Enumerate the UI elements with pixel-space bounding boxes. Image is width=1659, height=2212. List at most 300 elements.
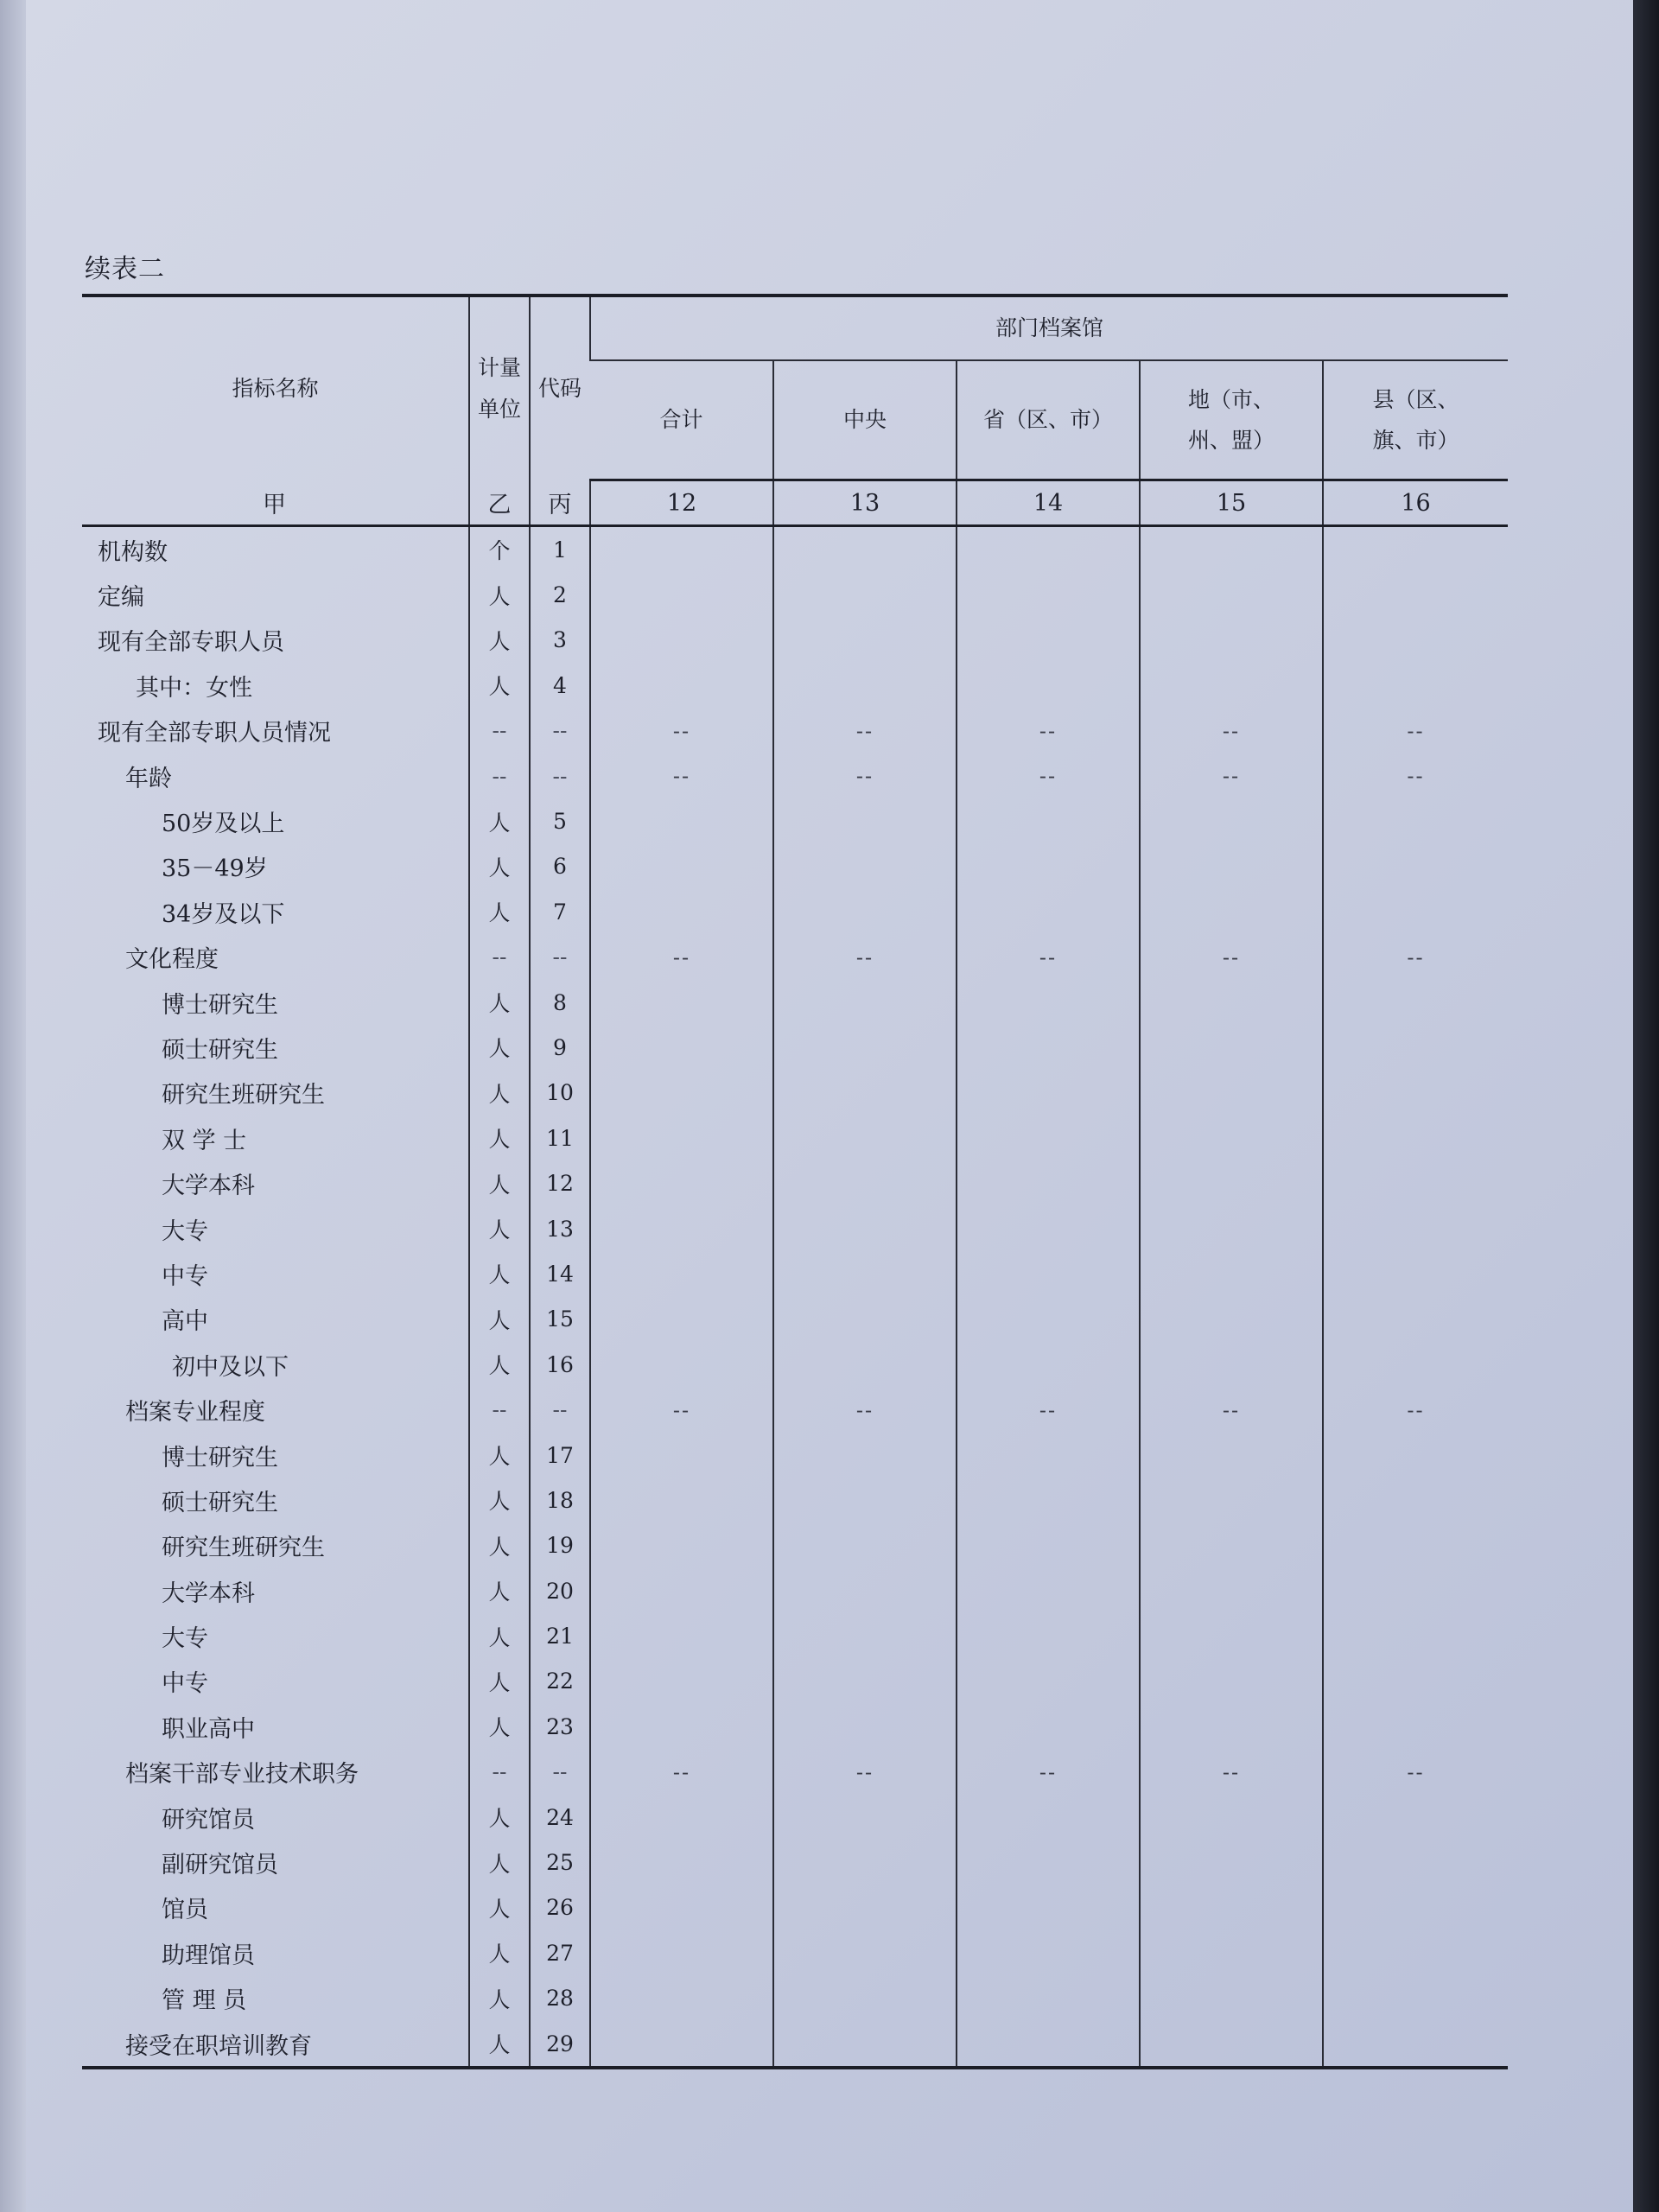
- header-column-line: 合计: [659, 407, 703, 433]
- code-cell: 3: [530, 618, 590, 663]
- indicator-name: 博士研究生: [162, 991, 278, 1019]
- unit-cell: --: [469, 1387, 530, 1432]
- header-column-line: 州、盟）: [1187, 428, 1274, 453]
- value-cell-empty: [1140, 844, 1323, 889]
- value-cell-empty: [773, 618, 957, 663]
- value-cell-empty: [957, 1795, 1140, 1840]
- page-edge-left: [0, 0, 26, 2212]
- code-cell: 25: [530, 1840, 590, 1885]
- value-cell-empty: [1140, 1659, 1323, 1704]
- value-cell-empty: [1323, 1976, 1508, 2021]
- value-cell-empty: [1323, 1071, 1508, 1116]
- header-indicator-name: 指标名称: [232, 376, 319, 401]
- value-cell-empty: [590, 1071, 773, 1116]
- value-cell-empty: [957, 572, 1140, 617]
- value-cell-empty: [1140, 1885, 1323, 1930]
- label-unit: 乙: [469, 480, 530, 526]
- value-cell-empty: [1323, 980, 1508, 1025]
- label-column-number: 13: [773, 480, 957, 526]
- value-cell-empty: [957, 1523, 1140, 1568]
- table-row: [82, 935, 1508, 980]
- value-cell-empty: [957, 1342, 1140, 1387]
- header-column-1: [590, 360, 773, 480]
- table-row: [82, 1206, 1508, 1251]
- value-cell-dash: --: [1140, 1387, 1323, 1432]
- value-cell-empty: [1323, 1704, 1508, 1749]
- unit-cell: 人: [469, 1613, 530, 1658]
- header-code: 代码: [530, 296, 590, 480]
- code-cell: 8: [530, 980, 590, 1025]
- value-cell-empty: [773, 663, 957, 708]
- header-column-line: 旗、市）: [1372, 428, 1459, 453]
- indicator-name: 大专: [162, 1625, 208, 1653]
- value-cell-empty: [1140, 1071, 1323, 1116]
- code-cell: 7: [530, 889, 590, 934]
- indicator-name: 初中及以下: [172, 1353, 289, 1381]
- table-row: [82, 1568, 1508, 1613]
- value-cell-empty: [1323, 1659, 1508, 1704]
- value-cell-empty: [590, 663, 773, 708]
- page-edge-right: [1633, 0, 1659, 2212]
- value-cell-dash: --: [1323, 753, 1508, 798]
- value-cell-empty: [773, 526, 957, 573]
- indicator-name: 大专: [162, 1217, 208, 1245]
- header-column-line: 县（区、: [1372, 386, 1459, 412]
- code-cell: 2: [530, 572, 590, 617]
- value-cell-empty: [590, 1704, 773, 1749]
- value-cell-empty: [1323, 1568, 1508, 1613]
- value-cell-dash: --: [773, 709, 957, 753]
- table-row: [82, 1885, 1508, 1930]
- code-cell: 4: [530, 663, 590, 708]
- value-cell-empty: [1140, 1297, 1323, 1342]
- value-cell-empty: [1323, 889, 1508, 934]
- table-row: [82, 1478, 1508, 1522]
- indicator-name: 研究生班研究生: [162, 1535, 325, 1562]
- value-cell-empty: [957, 889, 1140, 934]
- value-cell-empty: [1323, 1433, 1508, 1478]
- value-cell-empty: [590, 1840, 773, 1885]
- indicator-name: 中专: [162, 1262, 208, 1290]
- value-cell-empty: [773, 2021, 957, 2068]
- unit-cell: 人: [469, 663, 530, 708]
- value-cell-empty: [1140, 1478, 1323, 1522]
- table-row: [82, 1930, 1508, 1975]
- value-cell-empty: [773, 1930, 957, 1975]
- value-cell-empty: [590, 1206, 773, 1251]
- value-cell-dash: --: [957, 935, 1140, 980]
- value-cell-empty: [773, 980, 957, 1025]
- indicator-name: 副研究馆员: [162, 1852, 278, 1879]
- value-cell-dash: --: [957, 1387, 1140, 1432]
- value-cell-empty: [1140, 798, 1323, 843]
- table-row: [82, 1297, 1508, 1342]
- value-cell-empty: [957, 1930, 1140, 1975]
- indicator-name: 高中: [162, 1308, 208, 1336]
- value-cell-empty: [1140, 889, 1323, 934]
- value-cell-dash: --: [1323, 709, 1508, 753]
- value-cell-empty: [1323, 2021, 1508, 2068]
- unit-cell: 个: [469, 526, 530, 573]
- value-cell-empty: [1323, 1795, 1508, 1840]
- code-cell: 28: [530, 1976, 590, 2021]
- unit-cell: 人: [469, 1342, 530, 1387]
- value-cell-empty: [957, 1297, 1140, 1342]
- value-cell-dash: --: [1140, 935, 1323, 980]
- unit-cell: 人: [469, 2021, 530, 2068]
- value-cell-empty: [773, 1795, 957, 1840]
- value-cell-empty: [1323, 572, 1508, 617]
- value-cell-empty: [957, 1840, 1140, 1885]
- unit-cell: 人: [469, 1116, 530, 1160]
- value-cell-empty: [1323, 1025, 1508, 1070]
- indicator-name: 研究生班研究生: [162, 1082, 325, 1109]
- value-cell-empty: [1140, 1613, 1323, 1658]
- unit-cell: 人: [469, 1523, 530, 1568]
- table-row: [82, 798, 1508, 843]
- indicator-name: 大学本科: [162, 1580, 255, 1607]
- label-column-number: 15: [1140, 480, 1323, 526]
- value-cell-empty: [590, 1297, 773, 1342]
- value-cell-empty: [590, 798, 773, 843]
- value-cell-empty: [1140, 1976, 1323, 2021]
- value-cell-empty: [773, 1160, 957, 1205]
- unit-cell: 人: [469, 1704, 530, 1749]
- table-row: [82, 1795, 1508, 1840]
- value-cell-empty: [773, 1659, 957, 1704]
- value-cell-empty: [957, 1160, 1140, 1205]
- indicator-name: 博士研究生: [162, 1444, 278, 1471]
- code-cell: --: [530, 1750, 590, 1795]
- value-cell-empty: [590, 526, 773, 573]
- unit-cell: 人: [469, 572, 530, 617]
- value-cell-empty: [773, 1613, 957, 1658]
- value-cell-empty: [590, 1251, 773, 1296]
- indicator-name: 34岁及以下: [162, 900, 285, 928]
- value-cell-dash: --: [1323, 935, 1508, 980]
- header-unit: 计量单位: [469, 296, 530, 480]
- value-cell-empty: [1140, 1206, 1323, 1251]
- value-cell-empty: [957, 1613, 1140, 1658]
- value-cell-empty: [1323, 1523, 1508, 1568]
- indicator-name: 双 学 士: [162, 1127, 247, 1154]
- value-cell-empty: [957, 1885, 1140, 1930]
- value-cell-empty: [773, 572, 957, 617]
- unit-cell: 人: [469, 1071, 530, 1116]
- table-row: [82, 980, 1508, 1025]
- value-cell-empty: [773, 1523, 957, 1568]
- table-row: [82, 618, 1508, 663]
- indicator-name: 中专: [162, 1670, 208, 1698]
- indicator-name: 其中：女性: [136, 674, 252, 702]
- unit-cell: 人: [469, 1568, 530, 1613]
- value-cell-empty: [1140, 526, 1323, 573]
- value-cell-empty: [957, 1478, 1140, 1522]
- value-cell-empty: [957, 1433, 1140, 1478]
- value-cell-dash: --: [957, 709, 1140, 753]
- unit-cell: 人: [469, 1160, 530, 1205]
- value-cell-empty: [1140, 980, 1323, 1025]
- value-cell-empty: [957, 1025, 1140, 1070]
- value-cell-dash: --: [1323, 1750, 1508, 1795]
- value-cell-empty: [773, 1885, 957, 1930]
- code-cell: 14: [530, 1251, 590, 1296]
- value-cell-empty: [957, 1976, 1140, 2021]
- value-cell-empty: [1323, 1342, 1508, 1387]
- code-cell: 19: [530, 1523, 590, 1568]
- value-cell-empty: [1323, 1297, 1508, 1342]
- value-cell-empty: [1140, 1704, 1323, 1749]
- value-cell-empty: [1323, 1251, 1508, 1296]
- label-column-number: 12: [590, 480, 773, 526]
- table-row: [82, 844, 1508, 889]
- value-cell-empty: [590, 1433, 773, 1478]
- code-cell: 11: [530, 1116, 590, 1160]
- value-cell-empty: [957, 1251, 1140, 1296]
- table-title: 续表二: [85, 254, 165, 284]
- unit-cell: --: [469, 753, 530, 798]
- value-cell-empty: [957, 980, 1140, 1025]
- value-cell-empty: [590, 1613, 773, 1658]
- statistics-sheet: [82, 294, 1508, 2108]
- label-code: 丙: [530, 480, 590, 526]
- label-name: 甲: [82, 480, 469, 526]
- header-column-5: [1323, 360, 1508, 480]
- code-cell: --: [530, 935, 590, 980]
- value-cell-empty: [1323, 1160, 1508, 1205]
- table-row: [82, 709, 1508, 753]
- code-cell: 16: [530, 1342, 590, 1387]
- indicator-name: 现有全部专职人员情况: [98, 720, 331, 747]
- unit-cell: 人: [469, 1025, 530, 1070]
- unit-cell: 人: [469, 1433, 530, 1478]
- value-cell-empty: [957, 618, 1140, 663]
- table-row: [82, 1704, 1508, 1749]
- unit-cell: 人: [469, 1840, 530, 1885]
- value-cell-empty: [1323, 1206, 1508, 1251]
- unit-cell: 人: [469, 1659, 530, 1704]
- value-cell-dash: --: [957, 1750, 1140, 1795]
- value-cell-empty: [590, 1930, 773, 1975]
- value-cell-empty: [1323, 663, 1508, 708]
- value-cell-empty: [957, 1071, 1140, 1116]
- value-cell-empty: [1140, 663, 1323, 708]
- value-cell-empty: [1323, 1885, 1508, 1930]
- unit-cell: 人: [469, 1478, 530, 1522]
- indicator-name: 硕士研究生: [162, 1489, 278, 1516]
- unit-cell: --: [469, 709, 530, 753]
- value-cell-empty: [590, 1478, 773, 1522]
- value-cell-dash: --: [957, 753, 1140, 798]
- indicator-name: 助理馆员: [162, 1942, 255, 1969]
- table-row: [82, 1116, 1508, 1160]
- value-cell-empty: [1140, 1025, 1323, 1070]
- value-cell-empty: [1323, 618, 1508, 663]
- value-cell-empty: [773, 1704, 957, 1749]
- indicator-name: 管 理 员: [162, 1987, 247, 2015]
- value-cell-empty: [957, 1206, 1140, 1251]
- value-cell-dash: --: [1140, 753, 1323, 798]
- header-column-3: [957, 360, 1140, 480]
- header-column-4: [1140, 360, 1323, 480]
- value-cell-empty: [957, 798, 1140, 843]
- unit-cell: 人: [469, 1976, 530, 2021]
- value-cell-empty: [1323, 1478, 1508, 1522]
- value-cell-empty: [590, 980, 773, 1025]
- value-cell-empty: [773, 889, 957, 934]
- unit-cell: 人: [469, 1297, 530, 1342]
- indicator-name: 硕士研究生: [162, 1036, 278, 1064]
- code-cell: 24: [530, 1795, 590, 1840]
- value-cell-empty: [1140, 1433, 1323, 1478]
- value-cell-empty: [590, 844, 773, 889]
- value-cell-empty: [1140, 1116, 1323, 1160]
- value-cell-empty: [773, 798, 957, 843]
- value-cell-empty: [1323, 798, 1508, 843]
- indicator-name: 现有全部专职人员: [98, 629, 284, 657]
- table-row: [82, 1251, 1508, 1296]
- indicator-name: 机构数: [98, 538, 168, 566]
- indicator-name: 档案专业程度: [125, 1399, 265, 1427]
- value-cell-empty: [1140, 1930, 1323, 1975]
- value-cell-empty: [1140, 1523, 1323, 1568]
- unit-cell: 人: [469, 889, 530, 934]
- table-row: [82, 1659, 1508, 1704]
- indicator-name: 档案干部专业技术职务: [125, 1761, 359, 1789]
- value-cell-dash: --: [590, 935, 773, 980]
- value-cell-empty: [590, 1025, 773, 1070]
- table-row: [82, 572, 1508, 617]
- value-cell-empty: [590, 1885, 773, 1930]
- value-cell-empty: [1140, 2021, 1323, 2068]
- value-cell-empty: [590, 1795, 773, 1840]
- header-column-line: 中央: [842, 407, 887, 433]
- table-row: [82, 1523, 1508, 1568]
- value-cell-empty: [957, 1568, 1140, 1613]
- code-cell: --: [530, 1387, 590, 1432]
- value-cell-empty: [1323, 844, 1508, 889]
- value-cell-dash: --: [1140, 709, 1323, 753]
- unit-cell: 人: [469, 1251, 530, 1296]
- code-cell: 27: [530, 1930, 590, 1975]
- value-cell-empty: [1140, 1840, 1323, 1885]
- code-cell: 10: [530, 1071, 590, 1116]
- value-cell-empty: [957, 663, 1140, 708]
- value-cell-empty: [1140, 1795, 1323, 1840]
- value-cell-empty: [1140, 572, 1323, 617]
- code-cell: 23: [530, 1704, 590, 1749]
- value-cell-empty: [773, 1568, 957, 1613]
- table-row: [82, 753, 1508, 798]
- value-cell-empty: [773, 1433, 957, 1478]
- unit-cell: 人: [469, 1795, 530, 1840]
- value-cell-dash: --: [773, 935, 957, 980]
- indicator-name: 职业高中: [162, 1715, 255, 1743]
- unit-cell: 人: [469, 798, 530, 843]
- value-cell-empty: [773, 1116, 957, 1160]
- code-cell: 17: [530, 1433, 590, 1478]
- table-row: [82, 1071, 1508, 1116]
- label-column-number: 16: [1323, 480, 1508, 526]
- code-cell: 1: [530, 526, 590, 573]
- value-cell-dash: --: [773, 1750, 957, 1795]
- value-cell-empty: [1323, 1930, 1508, 1975]
- value-cell-dash: --: [590, 753, 773, 798]
- value-cell-empty: [590, 2021, 773, 2068]
- code-cell: 29: [530, 2021, 590, 2068]
- header-column-line: 省（区、市）: [982, 407, 1113, 433]
- code-cell: 12: [530, 1160, 590, 1205]
- value-cell-empty: [957, 526, 1140, 573]
- unit-cell: 人: [469, 618, 530, 663]
- value-cell-dash: --: [590, 709, 773, 753]
- value-cell-dash: --: [773, 753, 957, 798]
- value-cell-empty: [590, 1160, 773, 1205]
- unit-cell: 人: [469, 1930, 530, 1975]
- indicator-name: 馆员: [162, 1897, 208, 1924]
- indicator-name: 50岁及以上: [162, 810, 285, 838]
- code-cell: --: [530, 709, 590, 753]
- table-row: [82, 1613, 1508, 1658]
- code-cell: 21: [530, 1613, 590, 1658]
- table-row: [82, 663, 1508, 708]
- value-cell-empty: [590, 1568, 773, 1613]
- value-cell-empty: [1323, 1613, 1508, 1658]
- value-cell-empty: [590, 1342, 773, 1387]
- unit-cell: --: [469, 935, 530, 980]
- value-cell-empty: [773, 1251, 957, 1296]
- code-cell: 5: [530, 798, 590, 843]
- indicator-name: 研究馆员: [162, 1806, 255, 1834]
- value-cell-empty: [773, 1478, 957, 1522]
- indicator-name: 文化程度: [125, 946, 219, 974]
- value-cell-empty: [590, 572, 773, 617]
- value-cell-empty: [1140, 1568, 1323, 1613]
- value-cell-empty: [773, 1206, 957, 1251]
- unit-cell: 人: [469, 1885, 530, 1930]
- table-row: [82, 1160, 1508, 1205]
- table-row: [82, 1342, 1508, 1387]
- code-cell: 13: [530, 1206, 590, 1251]
- code-cell: --: [530, 753, 590, 798]
- value-cell-empty: [1323, 1116, 1508, 1160]
- value-cell-empty: [773, 1071, 957, 1116]
- value-cell-empty: [957, 1116, 1140, 1160]
- value-cell-empty: [590, 1659, 773, 1704]
- value-cell-empty: [1140, 1160, 1323, 1205]
- unit-cell: --: [469, 1750, 530, 1795]
- table-row: [82, 2021, 1508, 2068]
- value-cell-empty: [773, 1025, 957, 1070]
- indicator-name: 接受在职培训教育: [125, 2032, 312, 2060]
- indicator-name: 大学本科: [162, 1173, 255, 1200]
- unit-cell: 人: [469, 844, 530, 889]
- header-group-department-archives: 部门档案馆: [590, 296, 1508, 360]
- table-row: [82, 1025, 1508, 1070]
- indicator-name: 35－49岁: [162, 855, 268, 883]
- table-row: [82, 889, 1508, 934]
- value-cell-empty: [590, 1523, 773, 1568]
- value-cell-dash: --: [1140, 1750, 1323, 1795]
- value-cell-empty: [773, 844, 957, 889]
- value-cell-dash: --: [590, 1387, 773, 1432]
- indicator-name: 年龄: [125, 765, 172, 792]
- table-row: [82, 1433, 1508, 1478]
- table-row: [82, 526, 1508, 573]
- code-cell: 20: [530, 1568, 590, 1613]
- value-cell-dash: --: [1323, 1387, 1508, 1432]
- header-column-2: [773, 360, 957, 480]
